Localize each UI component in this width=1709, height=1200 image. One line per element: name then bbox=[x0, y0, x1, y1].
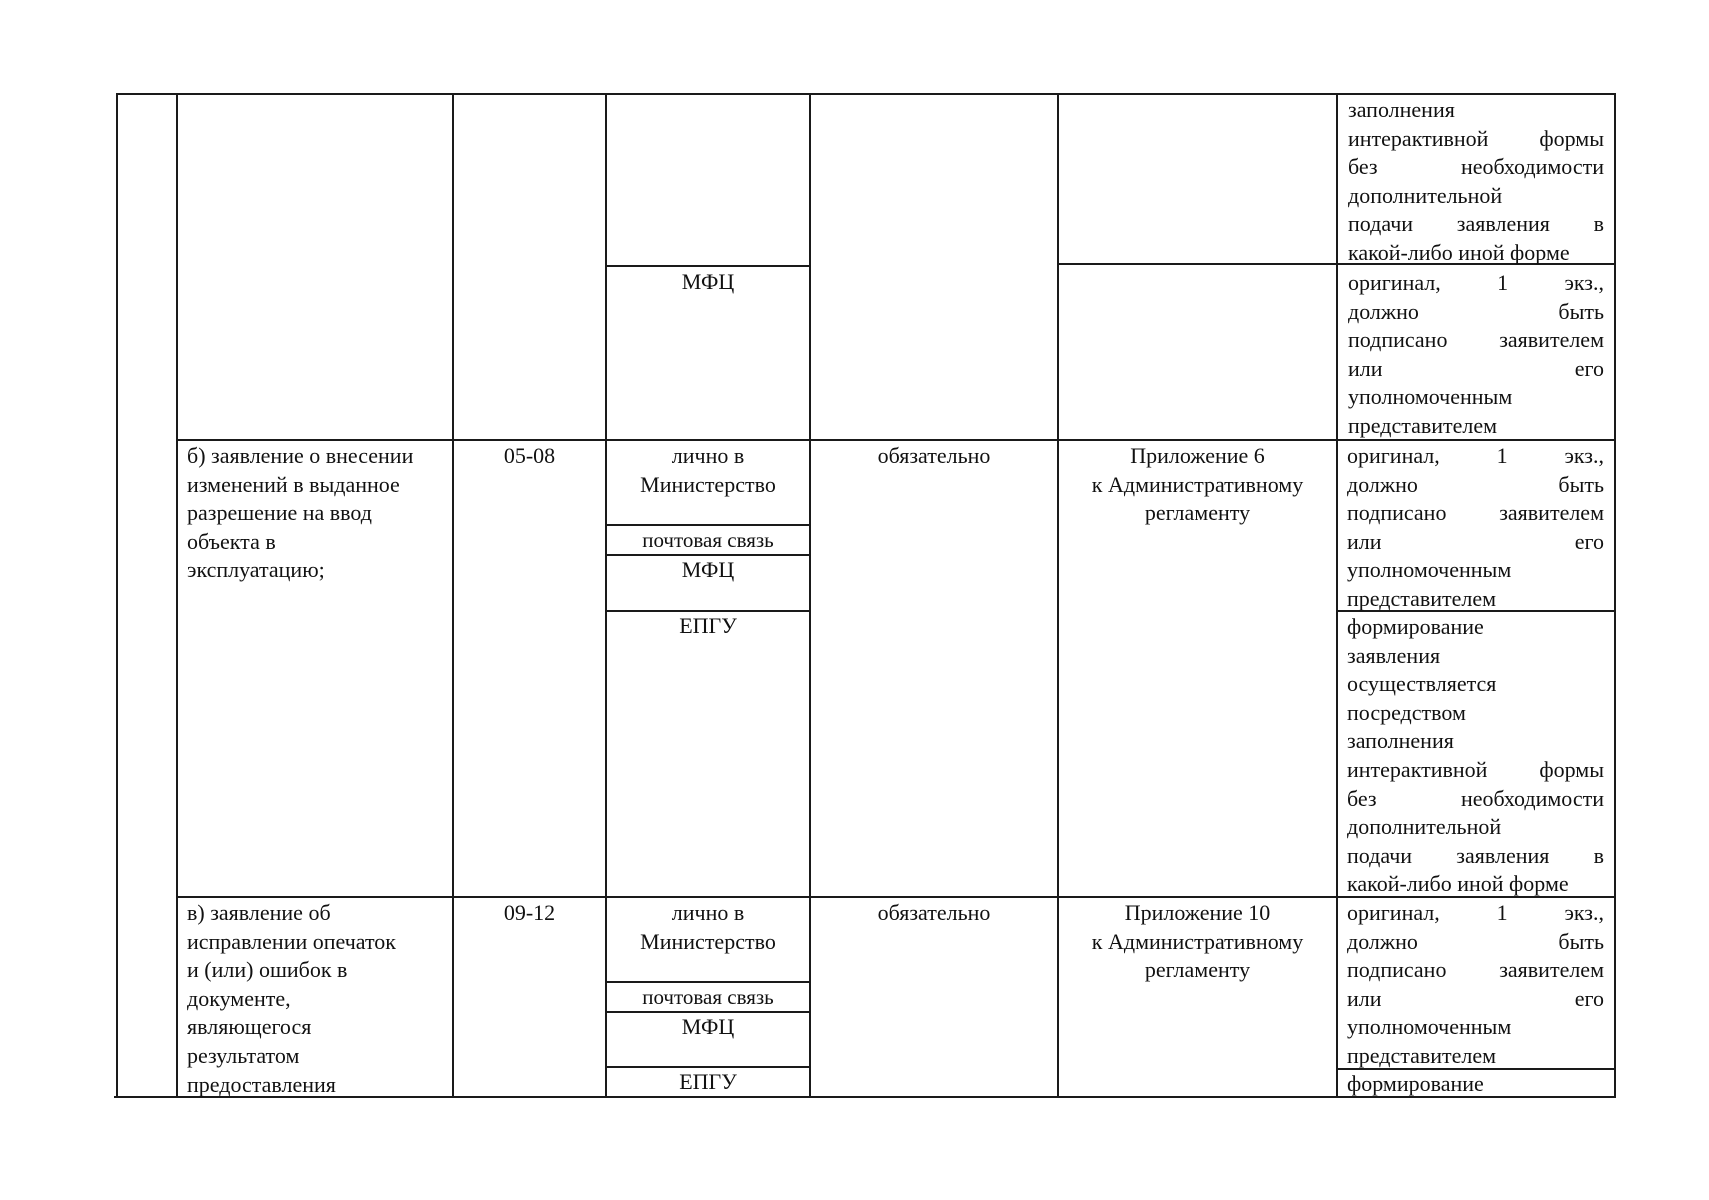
note-line: дополнительной bbox=[1347, 814, 1502, 840]
table-right-border bbox=[1614, 93, 1616, 1098]
doc-line: б) заявление о внесении bbox=[187, 443, 414, 468]
note-line: дополнительной bbox=[1348, 182, 1503, 208]
channel-line: лично в bbox=[671, 443, 745, 468]
channel-epgu-b: ЕПГУ bbox=[679, 613, 737, 638]
note-line: заполнения bbox=[1347, 728, 1454, 754]
note-line: или его bbox=[1348, 355, 1604, 381]
note-line: формирование bbox=[1347, 1071, 1484, 1096]
form-b bbox=[1059, 442, 1336, 528]
channel-mfc-c: МФЦ bbox=[681, 1014, 735, 1039]
note-line: подачи заявления в bbox=[1348, 211, 1604, 237]
note-line: подписано заявителем bbox=[1348, 327, 1604, 353]
doc-line: документе, bbox=[187, 985, 291, 1011]
code-b: 05-08 bbox=[503, 443, 556, 468]
note-line: подписано заявителем bbox=[1347, 500, 1604, 526]
note-line: оригинал, 1 экз., bbox=[1347, 443, 1604, 468]
note-line: осуществляется bbox=[1347, 671, 1497, 697]
note-epgu-b bbox=[1347, 613, 1604, 899]
note-line: представителем bbox=[1348, 412, 1498, 438]
note-line: какой-либо иной форме bbox=[1347, 871, 1569, 897]
note-line: уполномоченным bbox=[1348, 384, 1513, 410]
channel-line: лично в bbox=[671, 900, 745, 925]
note-line: оригинал, 1 экз., bbox=[1348, 270, 1604, 295]
note-line: уполномоченным bbox=[1347, 1014, 1512, 1040]
column-divider bbox=[809, 93, 811, 1098]
row-divider bbox=[605, 981, 810, 983]
form-line: Приложение 10 bbox=[1124, 900, 1271, 925]
note-original-b bbox=[1347, 442, 1604, 614]
form-line: Приложение 6 bbox=[1130, 443, 1265, 468]
column-divider bbox=[176, 93, 178, 1098]
note-line: уполномоченным bbox=[1347, 557, 1512, 583]
requirement-b: обязательно bbox=[877, 443, 991, 468]
doc-line: и (или) ошибок в bbox=[187, 957, 348, 983]
note-line: или его bbox=[1347, 985, 1604, 1011]
form-c bbox=[1059, 899, 1336, 985]
note-line: заявления bbox=[1347, 642, 1441, 668]
note-original bbox=[1348, 269, 1604, 441]
column-divider bbox=[452, 93, 454, 1098]
note-line: какой-либо иной форме bbox=[1348, 239, 1570, 265]
doc-line: предоставления bbox=[187, 1071, 336, 1097]
note-line: должно быть bbox=[1347, 471, 1604, 497]
note-line: представителем bbox=[1347, 585, 1497, 611]
document-name-b bbox=[187, 442, 447, 585]
note-line: подачи заявления в bbox=[1347, 842, 1604, 868]
document-name-c bbox=[187, 899, 447, 1099]
doc-line: эксплуатацию; bbox=[187, 557, 325, 583]
channel-post-c: почтовая связь bbox=[642, 985, 774, 1009]
note-line: без необходимости bbox=[1348, 154, 1604, 180]
note-line: представителем bbox=[1347, 1042, 1497, 1068]
channel-mfc-b: МФЦ bbox=[681, 557, 735, 582]
form-line: к Административному bbox=[1091, 928, 1304, 954]
note-epgu-c bbox=[1347, 1070, 1604, 1099]
note-line: посредством bbox=[1347, 699, 1466, 725]
doc-line: являющегося bbox=[187, 1014, 312, 1040]
doc-line: разрешение на ввод bbox=[187, 500, 372, 526]
form-line: к Административному bbox=[1091, 471, 1304, 497]
column-divider bbox=[1336, 93, 1338, 1098]
channel-post-b: почтовая связь bbox=[642, 528, 774, 552]
doc-line: результатом bbox=[187, 1042, 300, 1068]
channel-epgu-c: ЕПГУ bbox=[679, 1069, 737, 1094]
doc-line: изменений в выданное bbox=[187, 471, 400, 497]
note-line: формирование bbox=[1347, 614, 1484, 639]
form-line: регламенту bbox=[1144, 500, 1251, 526]
note-line: подписано заявителем bbox=[1347, 957, 1604, 983]
column-divider bbox=[116, 93, 118, 1098]
table-top-border bbox=[116, 93, 1616, 95]
note-line: должно быть bbox=[1347, 928, 1604, 954]
note-line: заполнения bbox=[1348, 97, 1455, 122]
note-line: интерактивной формы bbox=[1348, 125, 1604, 151]
form-line: регламенту bbox=[1144, 957, 1251, 983]
note-line: должно быть bbox=[1348, 298, 1604, 324]
channel-line: Министерство bbox=[640, 928, 776, 954]
channel-personal-b bbox=[607, 442, 809, 499]
channel-personal-c bbox=[607, 899, 809, 956]
channel-line: Министерство bbox=[640, 471, 776, 497]
doc-line: в) заявление об bbox=[187, 900, 331, 925]
row-divider bbox=[605, 265, 810, 267]
note-original-c bbox=[1347, 899, 1604, 1071]
row-divider bbox=[605, 524, 810, 526]
note-epgu-continuation bbox=[1348, 96, 1604, 268]
note-line: оригинал, 1 экз., bbox=[1347, 900, 1604, 925]
doc-line: исправлении опечаток bbox=[187, 928, 396, 954]
requirement-c: обязательно bbox=[877, 900, 991, 925]
doc-line: объекта в bbox=[187, 528, 276, 554]
note-line: или его bbox=[1347, 528, 1604, 554]
note-line: интерактивной формы bbox=[1347, 756, 1604, 782]
code-c: 09-12 bbox=[503, 900, 556, 925]
channel-mfc: МФЦ bbox=[681, 269, 735, 294]
note-line: без необходимости bbox=[1347, 785, 1604, 811]
